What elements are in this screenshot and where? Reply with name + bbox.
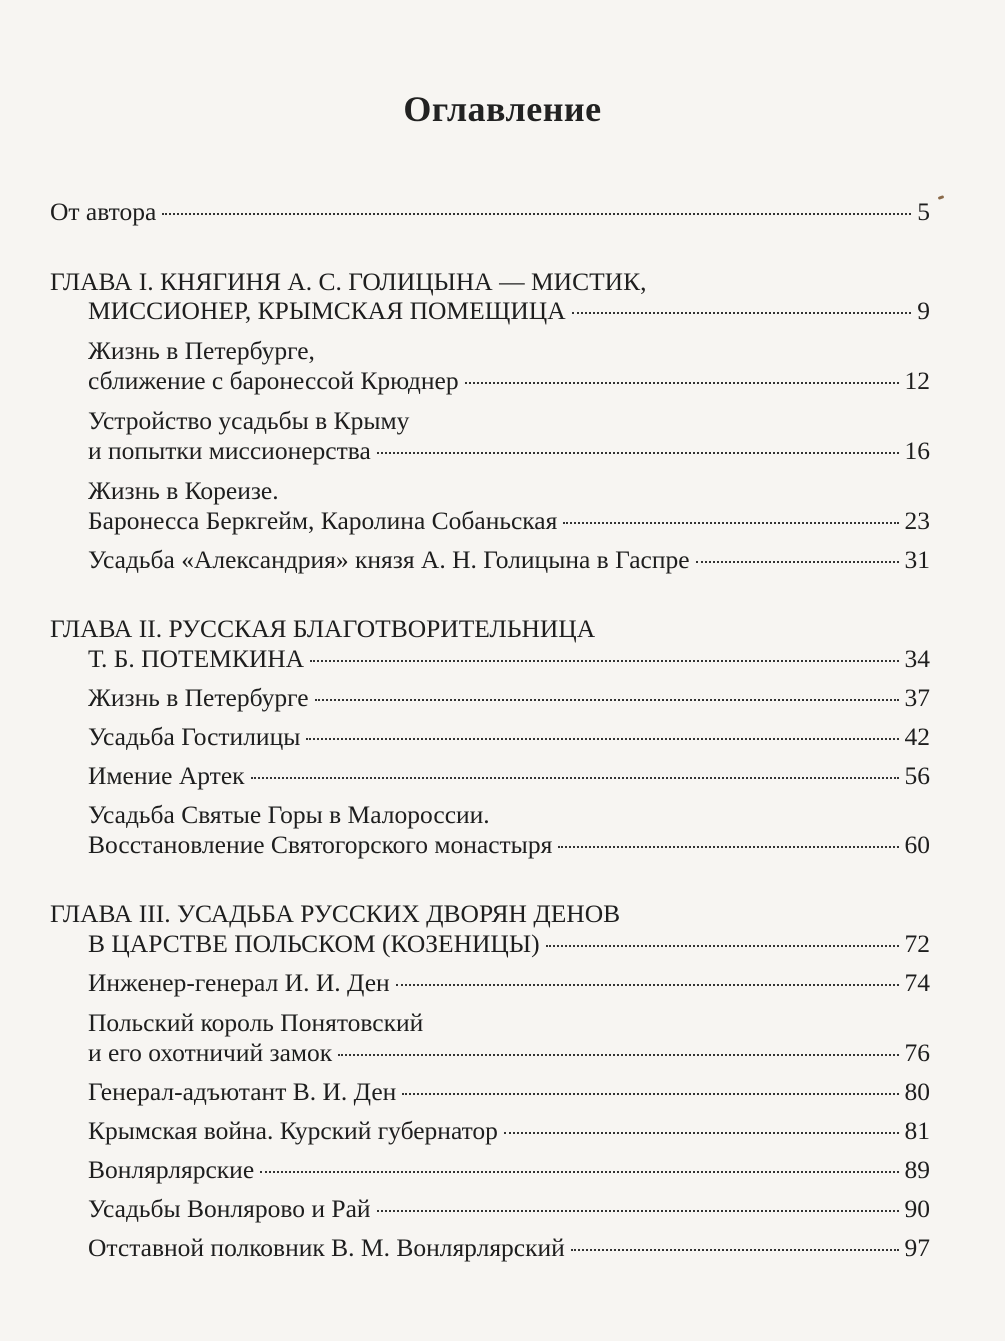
toc-entry-text: и попытки миссионерства: [88, 436, 371, 465]
leader-dots: [315, 699, 899, 701]
leader-dots: [377, 452, 899, 454]
toc-entry-line: Жизнь в Петербурге,: [88, 336, 315, 365]
leader-dots: [696, 561, 899, 563]
toc-entry: [88, 929, 930, 959]
leader-dots: [504, 1132, 899, 1134]
toc-entry: [88, 1233, 930, 1263]
toc-entry: [88, 545, 930, 575]
toc-entry-text: Т. Б. ПОТЕМКИНА: [88, 644, 305, 673]
toc-page-number: 97: [904, 1233, 930, 1262]
chapter-heading-line: ГЛАВА III. УСАДЬБА РУССКИХ ДВОРЯН ДЕНОВ: [50, 899, 621, 928]
toc-entry-text: Вонлярлярские: [88, 1155, 255, 1184]
toc-page-number: 23: [904, 506, 930, 535]
toc-entry-text: Крымская война. Курский губернатор: [88, 1116, 498, 1145]
leader-dots: [260, 1171, 898, 1173]
toc-entry: [88, 722, 930, 752]
toc-page-number: 81: [904, 1116, 930, 1145]
leader-dots: [310, 660, 898, 662]
toc-entry-text: Жизнь в Петербурге: [88, 683, 309, 712]
leader-dots: [563, 522, 898, 524]
leader-dots: [338, 1054, 898, 1056]
toc-entry: [88, 830, 930, 860]
toc-entry: [88, 1194, 930, 1224]
leader-dots: [571, 1249, 899, 1251]
leader-dots: [251, 777, 899, 779]
toc-entry: [88, 366, 930, 396]
toc-page-number: 42: [904, 722, 930, 751]
toc-entry-text: сближение с баронессой Крюднер: [88, 366, 459, 395]
toc-entry: [88, 761, 930, 791]
page-title: Оглавление: [403, 89, 602, 129]
toc-entry-text: Отставной полковник В. М. Вонлярлярский: [88, 1233, 565, 1262]
toc-entry: [88, 506, 930, 536]
toc-page-number: 60: [904, 830, 930, 859]
leader-dots: [558, 846, 898, 848]
leader-dots: [306, 738, 898, 740]
toc-entry: [88, 968, 930, 998]
leader-dots: [396, 984, 899, 986]
toc-page-number: 80: [904, 1077, 930, 1106]
toc-entry-text: Имение Артек: [88, 761, 245, 790]
toc-entry-line: Усадьба Святые Горы в Малороссии.: [88, 800, 490, 829]
leader-dots: [465, 382, 899, 384]
toc-entry: [88, 683, 930, 713]
toc-page-number: 76: [904, 1038, 930, 1067]
toc-page-number: 56: [904, 761, 930, 790]
toc-page-number: 31: [904, 545, 930, 574]
toc-entry-text: Баронесса Беркгейм, Каролина Собаньская: [88, 506, 558, 535]
toc-page-number: 90: [904, 1194, 930, 1223]
toc-entry: [88, 1116, 930, 1146]
toc-entry: [88, 1038, 930, 1068]
toc-page-number: 74: [904, 968, 930, 997]
toc-entry-text: В ЦАРСТВЕ ПОЛЬСКОМ (КОЗЕНИЦЫ): [88, 929, 540, 958]
toc-entry: [88, 644, 930, 674]
toc-entry-line: Устройство усадьбы в Крыму: [88, 406, 410, 435]
toc-entry: [88, 1155, 930, 1185]
toc-entry: [88, 1077, 930, 1107]
toc-page-number: 9: [917, 296, 930, 325]
leader-dots: [377, 1210, 899, 1212]
toc-entry-line: Польский король Понятовский: [88, 1008, 424, 1037]
toc-page-number: 37: [904, 683, 930, 712]
toc-page-number: 89: [904, 1155, 930, 1184]
leader-dots: [546, 945, 899, 947]
toc-page-number: 16: [904, 436, 930, 465]
leader-dots: [402, 1093, 898, 1095]
toc-entry-line: Жизнь в Кореизе.: [88, 476, 279, 505]
toc-entry-text: Усадьбы Вонлярово и Рай: [88, 1194, 371, 1223]
leader-dots: [572, 312, 912, 314]
toc-page-number: 5: [917, 197, 930, 226]
toc-entry-text: Усадьба «Александрия» князя А. Н. Голицына в Гаспре: [88, 545, 690, 574]
chapter-heading-line: ГЛАВА I. КНЯГИНЯ А. С. ГОЛИЦЫНА — МИСТИК,: [50, 267, 647, 296]
toc-entry-text: и его охотничий замок: [88, 1038, 333, 1067]
toc-entry-text: Восстановление Святогорского монастыря: [88, 830, 553, 859]
toc-entry: [50, 197, 930, 227]
toc-entry-text: Генерал-адъютант В. И. Ден: [88, 1077, 397, 1106]
toc-entry-text: Инженер-генерал И. И. Ден: [88, 968, 390, 997]
toc-page-number: 34: [904, 644, 930, 673]
toc-entry-text: От автора: [50, 197, 157, 226]
leader-dots: [162, 213, 911, 215]
toc-entry: [88, 436, 930, 466]
toc-page-number: 12: [904, 366, 930, 395]
chapter-heading-line: ГЛАВА II. РУССКАЯ БЛАГОТВОРИТЕЛЬНИЦА: [50, 614, 596, 643]
toc-entry: [88, 296, 930, 326]
toc-page-number: 72: [904, 929, 930, 958]
toc-entry-text: Усадьба Гостилицы: [88, 722, 301, 751]
toc-entry-text: МИССИОНЕР, КРЫМСКАЯ ПОМЕЩИЦА: [88, 296, 566, 325]
ink-speck: [938, 195, 945, 200]
